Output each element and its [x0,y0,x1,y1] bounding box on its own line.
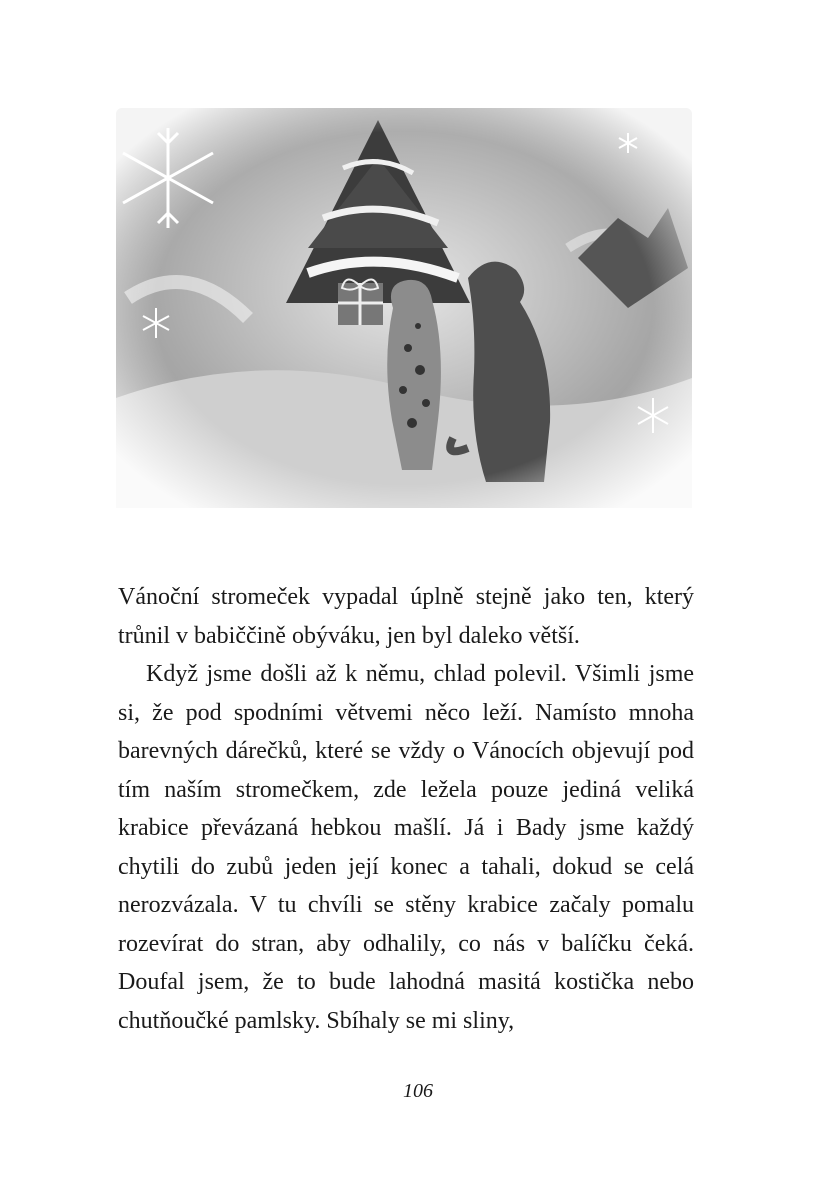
paragraph-2 [118,655,694,1040]
christmas-illustration [108,98,700,518]
text-line: jediná veliká krabice převázaná hebkou mašlí. Já i Bady [118,776,694,841]
page-number: 106 [403,1080,433,1102]
text-line: mnoha barevných dárečků, které se vždy o Vánocích [118,699,694,764]
text-line: začaly pomalu rozevírat do stran, aby odhalily, co nás [118,892,694,957]
text-line: objevují pod tím naším stromečkem, zde ležela pouze [118,738,695,803]
text-line: kostička nebo chutňoučké pamlsky. Sbíhaly se mi sliny, [118,969,695,1034]
text-line: jsme si, že pod spodními větvemi něco leží. Namísto [118,661,695,726]
text-line: Když jsme došli až k němu, chlad polevil. Všimli [146,661,641,687]
paragraph-1 [118,578,694,655]
body-text [118,578,694,1040]
text-line: dokud se celá nerozvázala. V tu chvíli se stěny krabice [118,853,695,918]
text-line: Vánoční stromeček vypadal úplně stejně jako ten, který [118,584,694,610]
text-line: jsme každý chytili do zubů jeden její konec a tahali, [118,815,695,880]
text-line: trůnil v babiččině obýváku, jen byl daleko větší. [118,622,580,649]
text-line: v balíčku čeká. Doufal jsem, že to bude lahodná masitá [118,930,695,995]
